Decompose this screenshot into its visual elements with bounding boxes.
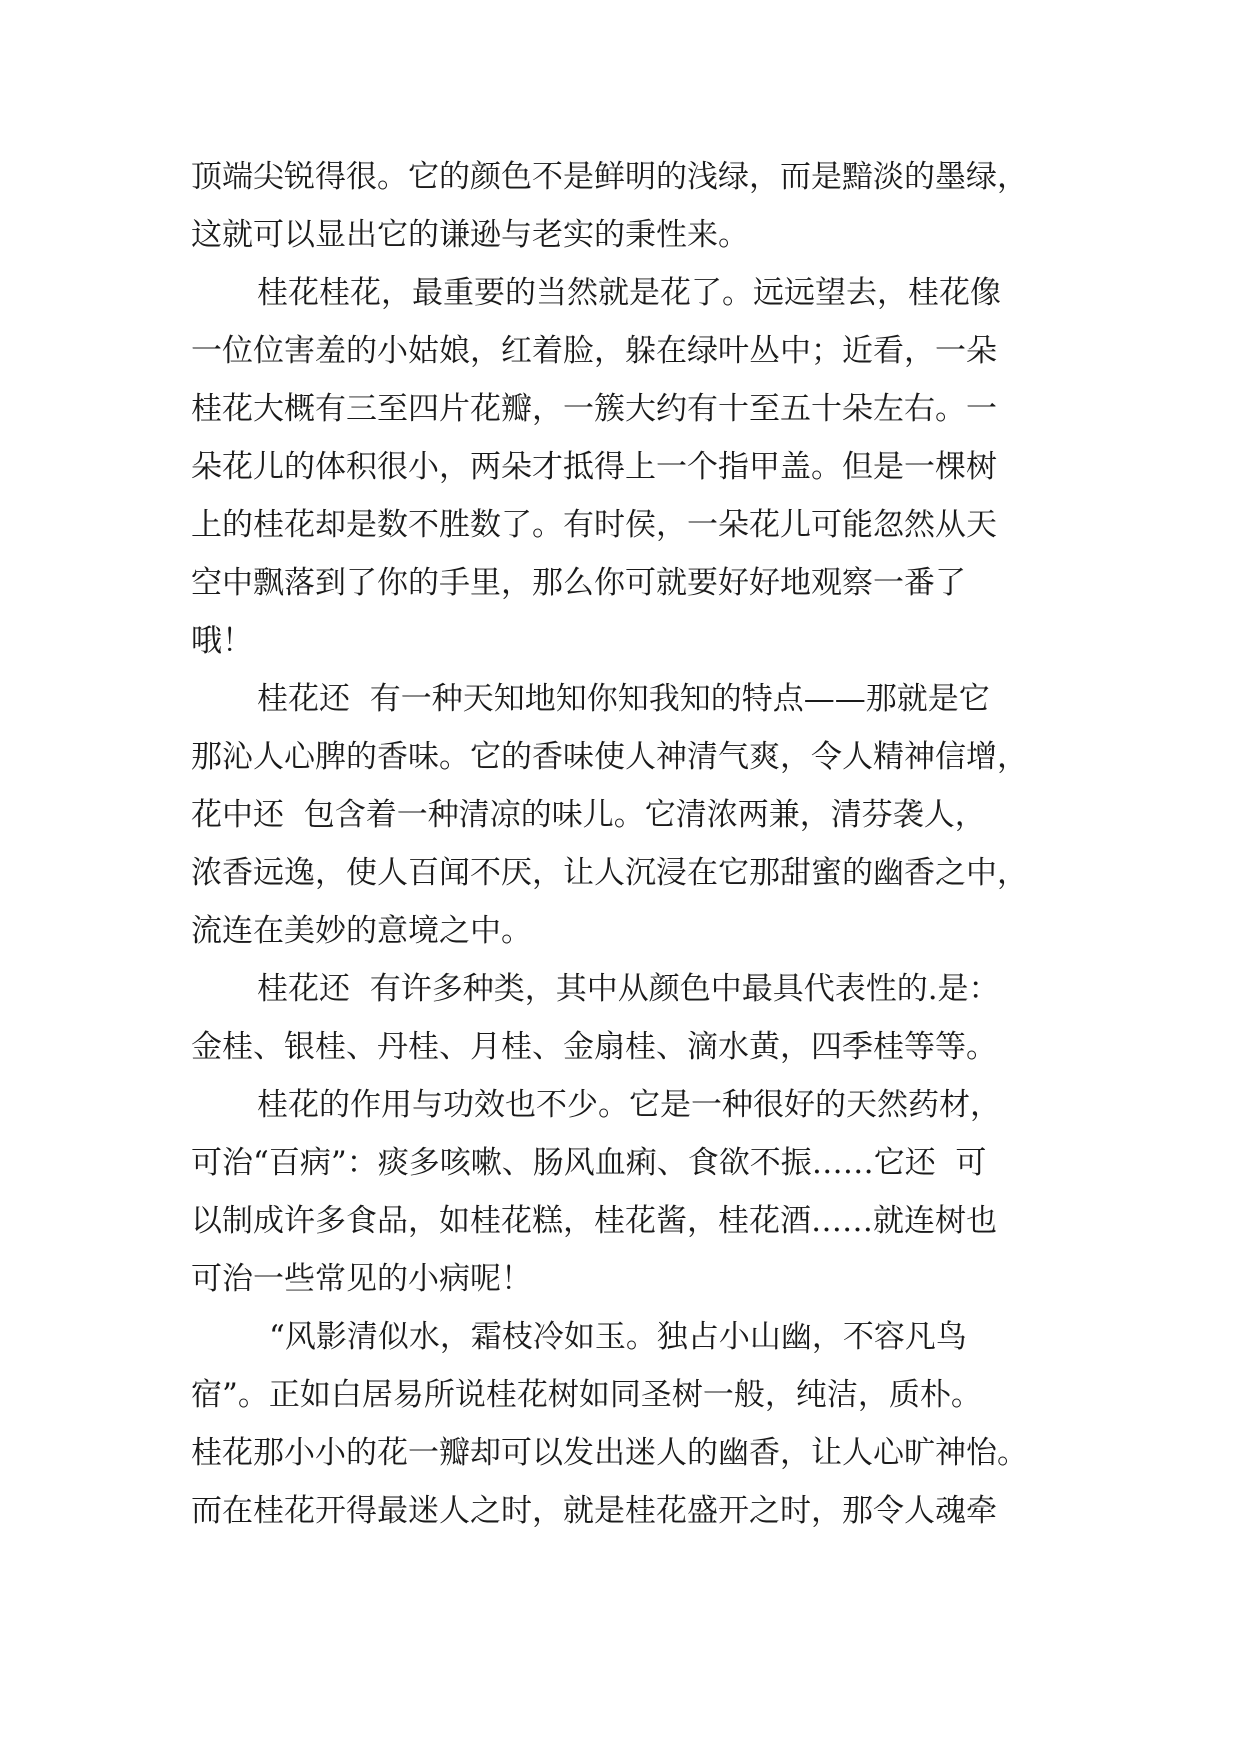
paragraph-start-line: “风影清似水，霜枝冷如玉。独占小山幽，不容凡鸟 [269, 1319, 967, 1355]
text-line: 上的桂花却是数不胜数了。有时侯，一朵花儿可能忽然从天 [191, 507, 997, 543]
text-line: 一位位害羞的小姑娘，红着脸，躲在绿叶丛中；近看，一朵 [191, 333, 997, 369]
text-line: 流连在美妙的意境之中。 [191, 913, 532, 949]
text-line: 以制成许多食品，如桂花糕，桂花酱，桂花酒……就连树也 [191, 1203, 997, 1239]
text-line: 顶端尖锐得很。它的颜色不是鲜明的浅绿，而是黯淡的墨绿， [191, 159, 1028, 195]
paragraph-start-line: 桂花还 有一种天知地知你知我知的特点——那就是它 [257, 681, 990, 717]
text-line: 金桂、银桂、丹桂、月桂、金扇桂、滴水黄，四季桂等等。 [191, 1029, 997, 1065]
text-line: 浓香远逸，使人百闻不厌，让人沉浸在它那甜蜜的幽香之中， [191, 855, 1028, 891]
text-line: 空中飘落到了你的手里，那么你可就要好好地观察一番了 [191, 565, 966, 601]
paragraph-start-line: 桂花桂花，最重要的当然就是花了。远远望去，桂花像 [257, 275, 1001, 311]
text-line: 可治“百病”：痰多咳嗽、肠风血痢、食欲不振……它还 可 [191, 1145, 987, 1181]
body-text [191, 148, 1081, 1540]
text-line: 那沁人心脾的香味。它的香味使人神清气爽，令人精神信增， [191, 739, 1028, 775]
text-line: 朵花儿的体积很小，两朵才抵得上一个指甲盖。但是一棵树 [191, 449, 997, 485]
text-line: 这就可以显出它的谦逊与老实的秉性来。 [191, 217, 749, 253]
text-line: 桂花大概有三至四片花瓣，一簇大约有十至五十朵左右。一 [191, 391, 997, 427]
paragraph-start-line: 桂花还 有许多种类，其中从颜色中最具代表性的.是： [257, 971, 1000, 1007]
text-line: 哦！ [191, 623, 253, 659]
text-line: 可治一些常见的小病呢！ [191, 1261, 532, 1297]
paragraph-start-line: 桂花的作用与功效也不少。它是一种很好的天然药材， [257, 1087, 1001, 1123]
text-line: 花中还 包含着一种清凉的味儿。它清浓两兼，清芬袭人， [191, 797, 986, 833]
text-line: 而在桂花开得最迷人之时，就是桂花盛开之时，那令人魂牵 [191, 1493, 997, 1529]
text-line: 宿”。正如白居易所说桂花树如同圣树一般，纯洁，质朴。 [191, 1377, 982, 1413]
text-line: 桂花那小小的花一瓣却可以发出迷人的幽香，让人心旷神怡。 [191, 1435, 1028, 1471]
